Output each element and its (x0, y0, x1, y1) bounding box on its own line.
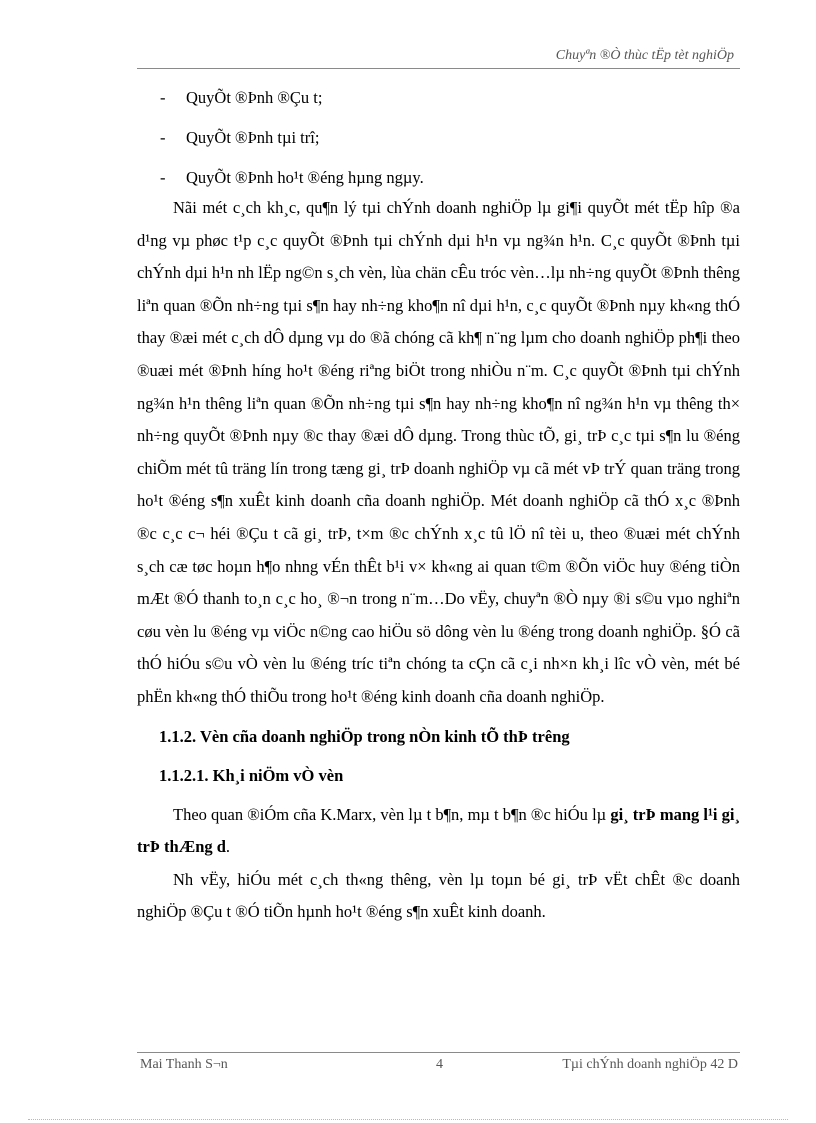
bullet-dash: - (160, 128, 166, 147)
bold-phrase: gi¸ trÞ mang l¹i gi¸ trÞ thÆng d (137, 804, 740, 857)
paragraph-financial-decisions: Nãi mét c¸ch kh¸c, qu¶n lý tµi chÝnh doanh nghiÖp lµ gi¶i quyÕt mét tËp hîp ®a d¹ng vµ phøc t¹p c¸c quyÕt ®Þnh tµi chÝnh dµi h¹n vµ ng¾n h¹n. C¸c quyÕt ®Þnh tµi chÝnh dµi h¹n nh lËp ng©n s¸ch vèn, lùa chän cÊu tróc vèn…lµ nh÷ng quyÕt ®Þnh thêng liªn quan ®Õn nh÷ng tµi s¶n hay nh÷ng kho¶n nî dµi h¹n, c¸c quyÕt ®Þnh nµy kh«ng thÓ thay ®æi mét c¸ch dÔ dµng vµ do ®ã chóng cã kh¶ n¨ng lµm cho doanh nghiÖp ph¶i theo ®uæi mét ®Þnh híng ho¹t ®éng riªng biÖt trong nhiÒu n¨m. C¸c quyÕt ®Þnh tµi chÝnh ng¾n h¹n thêng liªn quan ®Õn nh÷ng tµi s¶n hay nh÷ng kho¶n nî ng¾n h¹n vµ thêng th× nh÷ng quyÕt ®Þnh nµy ®c thay ®æi dÔ dµng. Trong thùc tÕ, gi¸ trÞ c¸c tµi s¶n lu ®éng chiÕm mét tû träng lín trong tæng gi¸ trÞ doanh nghiÖp vµ cã mét vÞ trÝ quan träng trong ho¹t ®éng s¶n xuÊt kinh doanh cña doanh nghiÖp. Mét doanh nghiÖp cã thÓ x¸c ®Þnh ®c c¸c c¬ héi ®Çu t cã gi¸ trÞ, t×m ®c chÝnh x¸c tû lÖ nî tèi u, theo ®uæi mét chÝnh s¸ch cæ tøc hoµn h¶o nhng vÉn thÊt b¹i v× kh«ng ai quan t©m ®Õn viÖc huy ®éng tiÒn mÆt ®Ó thanh to¸n c¸c ho¸ ®¬n trong n¨m…Do vËy, chuyªn ®Ò nµy ®i s©u vµo nghiªn cøu vèn lu ®éng vµ viÖc n©ng cao hiÖu sö dông vèn lu ®éng trong doanh nghiÖp. §Ó cã thÓ hiÓu s©u vÒ vèn lu ®éng tríc tiªn chóng ta cÇn cã c¸i nh×n kh¸i lîc vÒ vèn, mét bé phËn kh«ng thÓ thiÕu trong ho¹t ®éng kinh doanh cña doanh nghiÖp. (137, 198, 740, 706)
page-bottom-border (28, 1119, 788, 1120)
subsection-heading: 1.1.2.1. Kh¸i niÖm vÒ vèn (159, 766, 344, 786)
paragraph-text: Theo quan ®iÓm cña K.Marx, vèn lµ t b¶n, mµ t b¶n ®c hiÓu lµ (173, 804, 611, 824)
footer-class-name: Tµi chÝnh doanh nghiÖp 42 D (562, 1057, 738, 1072)
header-rule (137, 68, 740, 69)
bullet-dash: - (160, 168, 166, 187)
section-heading: 1.1.2. Vèn cña doanh nghiÖp trong nÒn kinh tÕ thÞ trêng (159, 726, 570, 746)
running-header-title: Chuyªn ®Ò thùc tËp tèt nghiÖp (555, 48, 734, 63)
paragraph-capital-definition: Nh vËy, hiÓu mét c¸ch th«ng thêng, vèn lµ toµn bé gi¸ trÞ vËt chÊt ®c doanh nghiÖp ®Çu t ®Ó tiÕn hµnh ho¹t ®éng s¶n xuÊt kinh doanh. (137, 869, 740, 922)
bullet-text: QuyÕt ®Þnh ®Çu t; (186, 88, 323, 107)
bullet-dash: - (160, 88, 166, 107)
body-text (137, 192, 740, 929)
footer-rule (137, 1052, 740, 1053)
bullet-text: QuyÕt ®Þnh ho¹t ®éng hµng ngµy. (186, 168, 424, 187)
page-number: 4 (436, 1057, 443, 1072)
paragraph-text: . (225, 837, 231, 857)
footer-author: Mai Thanh S¬n (140, 1057, 228, 1072)
decision-bullet-list (160, 78, 740, 198)
bullet-text: QuyÕt ®Þnh tµi trî; (186, 128, 320, 147)
bullet-item (160, 78, 740, 118)
paragraph-marx-definition (137, 799, 740, 864)
bullet-item (160, 118, 740, 158)
